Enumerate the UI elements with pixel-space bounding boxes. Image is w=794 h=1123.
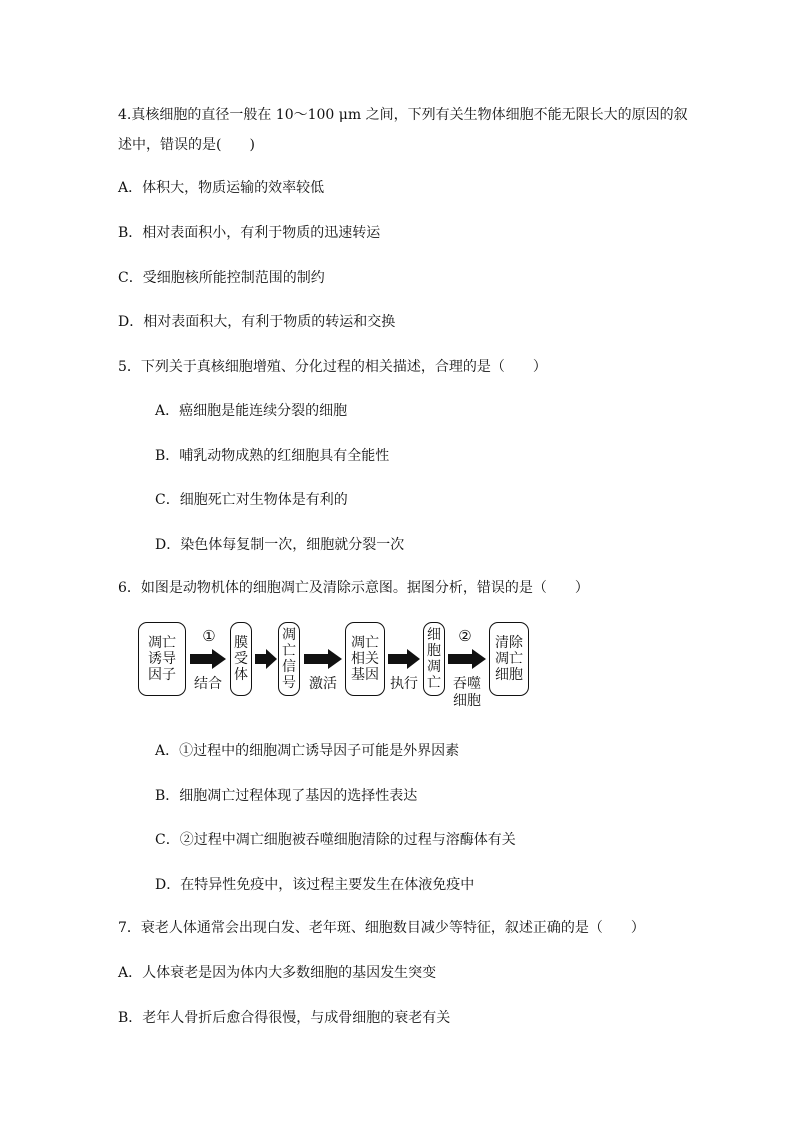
- box-text: 因子: [148, 667, 176, 683]
- box-text: 膜: [234, 635, 248, 651]
- box-text: 亡: [427, 675, 441, 691]
- box-text: 亡: [282, 643, 296, 659]
- box-text: 体: [234, 667, 248, 683]
- box-membrane-receptor: [230, 622, 252, 696]
- q6-option-a[interactable]: A．①过程中的细胞凋亡诱导因子可能是外界因素: [155, 743, 460, 759]
- apoptosis-diagram: [138, 622, 538, 712]
- label-activation: 激活: [309, 676, 337, 692]
- q4-option-a[interactable]: A．体积大，物质运输的效率较低: [118, 180, 325, 196]
- marker-2: ②: [458, 627, 472, 645]
- box-apoptosis-signal: [278, 622, 300, 696]
- q4-option-c[interactable]: C．受细胞核所能控制范围的制约: [118, 270, 325, 286]
- box-text: 凋亡: [148, 635, 176, 651]
- q4-option-b[interactable]: B．相对表面积小，有利于物质的迅速转运: [118, 225, 381, 241]
- label-phagocyte-1: 吞噬: [453, 676, 481, 692]
- q6-stem: 6．如图是动物机体的细胞凋亡及清除示意图。据图分析，错误的是（ ）: [118, 580, 589, 596]
- box-text: 受: [234, 651, 248, 667]
- q5-option-c[interactable]: C．细胞死亡对生物体是有利的: [155, 492, 348, 508]
- arrow-right-icon: [255, 649, 277, 669]
- box-clear-apoptotic-cells: [489, 622, 529, 696]
- q6-option-b[interactable]: B．细胞凋亡过程体现了基因的选择性表达: [155, 788, 418, 804]
- box-text: 胞: [427, 643, 441, 659]
- box-text: 诱导: [148, 651, 176, 667]
- q5-option-d[interactable]: D．染色体每复制一次，细胞就分裂一次: [155, 537, 405, 553]
- box-cell-apoptosis: [423, 622, 445, 696]
- arrow-right-icon: [304, 649, 342, 669]
- box-apoptosis-inducer: [138, 622, 186, 696]
- box-text: 清除: [495, 635, 523, 651]
- box-text: 基因: [351, 667, 379, 683]
- box-text: 号: [282, 675, 296, 691]
- box-text: 凋: [282, 627, 296, 643]
- label-phagocyte-2: 细胞: [453, 693, 481, 709]
- q7-stem: 7．衰老人体通常会出现白发、老年斑、细胞数目减少等特征，叙述正确的是（ ）: [118, 920, 645, 936]
- label-execution: 执行: [390, 676, 418, 692]
- arrow-right-icon: [190, 649, 226, 669]
- q6-option-d[interactable]: D．在特异性免疫中，该过程主要发生在体液免疫中: [155, 877, 475, 893]
- q4-stem-line1: 4.真核细胞的直径一般在 10～100 μm 之间，下列有关生物体细胞不能无限长大的原因的叙: [118, 107, 688, 123]
- box-text: 凋亡: [495, 651, 523, 667]
- box-text: 凋: [427, 659, 441, 675]
- q5-stem: 5．下列关于真核细胞增殖、分化过程的相关描述，合理的是（ ）: [118, 359, 547, 375]
- q4-stem-line2: 述中，错误的是( ): [118, 137, 255, 153]
- box-text: 相关: [351, 651, 379, 667]
- box-text: 信: [282, 659, 296, 675]
- box-text: 细胞: [495, 667, 523, 683]
- q7-option-b[interactable]: B．老年人骨折后愈合得很慢，与成骨细胞的衰老有关: [118, 1010, 451, 1026]
- q6-option-c[interactable]: C．②过程中凋亡细胞被吞噬细胞清除的过程与溶酶体有关: [155, 832, 516, 848]
- arrow-right-icon: [448, 649, 486, 669]
- box-apoptosis-genes: [345, 622, 385, 696]
- q5-option-b[interactable]: B．哺乳动物成熟的红细胞具有全能性: [155, 448, 390, 464]
- box-text: 细: [427, 627, 441, 643]
- q7-option-a[interactable]: A．人体衰老是因为体内大多数细胞的基因发生突变: [118, 965, 437, 981]
- marker-1: ①: [202, 627, 216, 645]
- label-binding: 结合: [194, 676, 222, 692]
- box-text: 凋亡: [351, 635, 379, 651]
- arrow-right-icon: [388, 649, 420, 669]
- q5-option-a[interactable]: A．癌细胞是能连续分裂的细胞: [155, 403, 348, 419]
- q4-option-d[interactable]: D．相对表面积大，有利于物质的转运和交换: [118, 314, 396, 330]
